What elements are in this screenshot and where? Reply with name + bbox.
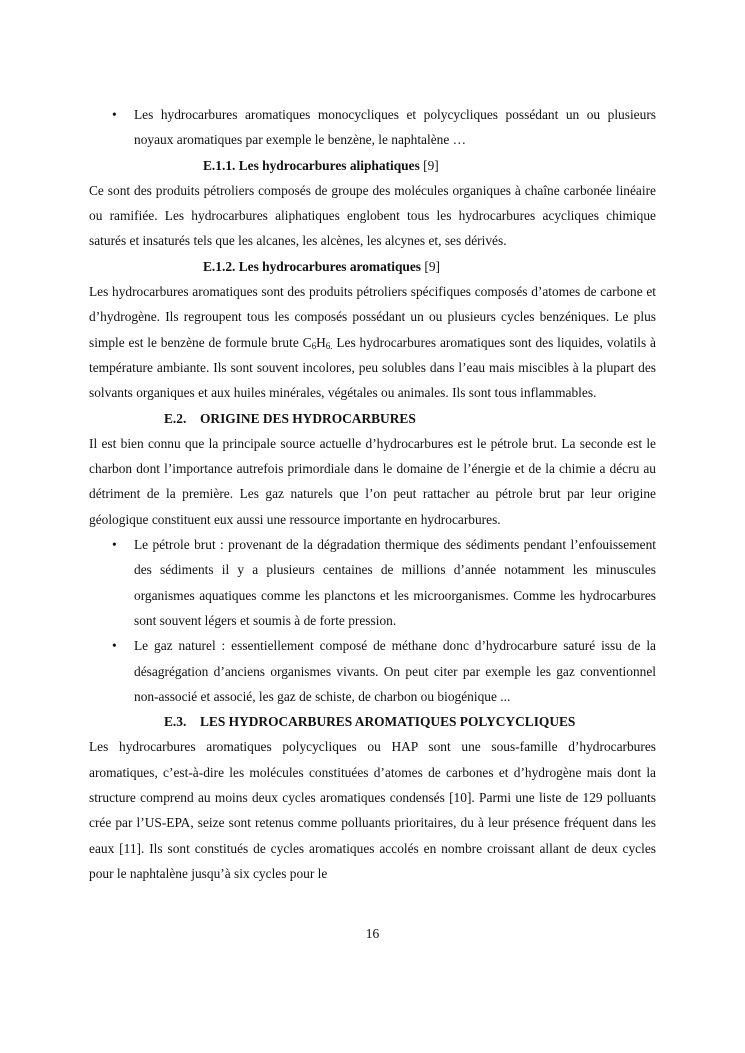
- heading-e2: [89, 406, 656, 431]
- paragraph-text: Les hydrocarbures aromatiques sont des produits pétroliers spécifiques composés d’atomes de carbone et d’hydrogène. Ils regroupent tous les composés possédant un ou plusieurs cycles benzéniques. Le plus simple est le benzène de formule brute C: [89, 284, 656, 350]
- document-page: [89, 102, 656, 886]
- heading-reference: [9]: [423, 157, 439, 173]
- bullet-text: Le gaz naturel : essentiellement composé de méthane donc d’hydrocarbure saturé issu de la désagrégation d’anciens organismes vivants. On peut citer par exemple les gaz conventionnel non-associé et associé, les gaz de schiste, de charbon ou biogénique ...: [134, 638, 656, 704]
- subscript: 6.: [325, 340, 333, 351]
- heading-e11: [89, 153, 656, 178]
- e2-bullet-list: [89, 532, 656, 709]
- heading-number: E.1.2.: [203, 258, 236, 274]
- heading-reference: [9]: [424, 258, 440, 274]
- heading-title: Les hydrocarbures aliphatiques: [238, 157, 420, 173]
- heading-number: E.2.: [164, 410, 187, 426]
- heading-title: Les hydrocarbures aromatiques: [238, 258, 422, 274]
- heading-e12: [89, 254, 656, 279]
- list-item: [89, 633, 656, 709]
- heading-number: E.1.1.: [203, 157, 236, 173]
- paragraph-e2: Il est bien connu que la principale source actuelle d’hydrocarbures est le pétrole brut. La seconde est le charbon dont l’importance autrefois primordiale dans le domaine de l’énergie et de la chimie a décru au détriment de la première. Les gaz naturels que l’on peut rattacher au pétrole brut par leur origine géologique constituent eux aussi une ressource importante en hydrocarbures.: [89, 435, 656, 527]
- bullet-text: Les hydrocarbures aromatiques monocycliques et polycycliques possédant un ou plusieurs noyaux aromatiques par exemple le benzène, le naphtalène …: [134, 107, 656, 148]
- paragraph-e11: Ce sont des produits pétroliers composés de groupe des molécules organiques à chaîne carbonée linéaire ou ramifiée. Les hydrocarbures aliphatiques englobent tous les hydrocarbures acycliques chimique saturés et insaturés tels que les alcanes, les alcènes, les alcynes et, ses dérivés.: [89, 182, 656, 249]
- paragraph-text: Les hydrocarbures aromatiques sont des liquides, volatils à température ambiante. Ils sont souvent incolores, peu solubles dans l’eau mais miscibles à la plupart des solvants organiques et aux huiles minérales, végétales ou animales. Ils sont tous inflammables.: [89, 334, 656, 401]
- page-number: 16: [365, 926, 380, 941]
- bullet-text: Le pétrole brut : provenant de la dégradation thermique des sédiments pendant l’enfouissement des sédiments il y a plusieurs centaines de millions d’année notamment les minuscules organismes aquatiques comme les planctons et les microorganismes. Comme les hydrocarbures sont souvent légers et soumis à de forte pression.: [134, 537, 656, 628]
- bullet-icon: •: [112, 537, 117, 553]
- heading-number: E.3.: [164, 714, 187, 730]
- paragraph-e3: Les hydrocarbures aromatiques polycycliques ou HAP sont une sous-famille d’hydrocarbures aromatiques, c’est-à-dire les molécules constituées d’atomes de carbones et d’hydrogène mais dont la structure comprend au moins deux cycles aromatiques condensés [10]. Parmi une liste de 129 polluants crée par l’US-EPA, seize sont retenus comme polluants prioritaires, du à leur présence fréquent dans les eaux [11]. Ils sont constitués de cycles aromatiques accolés en nombre croissant allant de deux cycles pour le naphtalène jusqu’à six cycles pour le: [89, 739, 656, 881]
- bullet-icon: •: [112, 638, 117, 654]
- list-item: [89, 102, 656, 153]
- list-item: [89, 532, 656, 633]
- formula-element: H: [316, 334, 326, 350]
- heading-title: LES HYDROCARBURES AROMATIQUES POLYCYCLIQUES: [200, 714, 576, 730]
- subscript: 6: [311, 340, 317, 351]
- intro-bullet-list: [89, 102, 656, 153]
- heading-title: ORIGINE DES HYDROCARBURES: [200, 410, 416, 426]
- bullet-icon: •: [112, 107, 117, 122]
- heading-e3: [89, 709, 656, 734]
- paragraph-e12: [89, 279, 656, 405]
